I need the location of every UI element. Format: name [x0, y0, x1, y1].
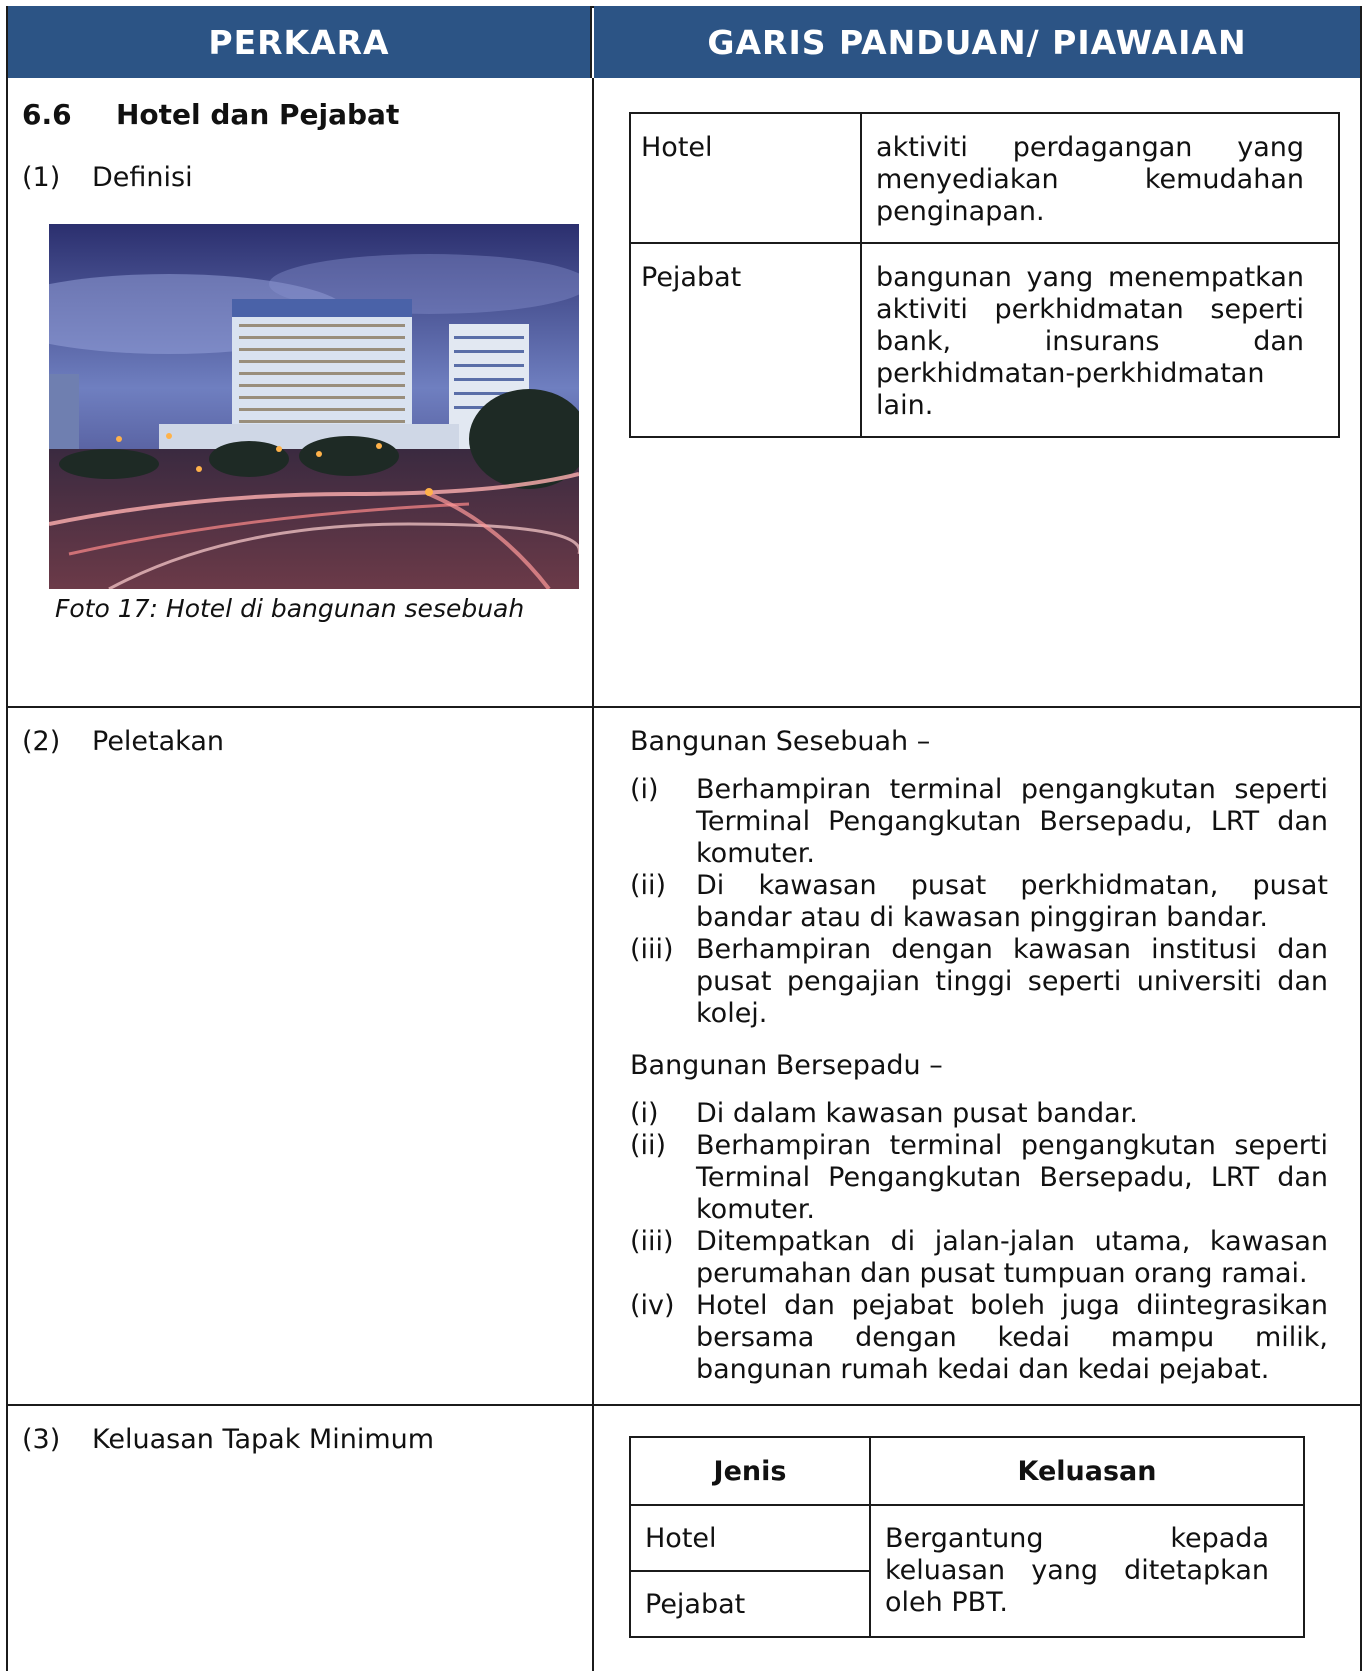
hotel-photo — [49, 224, 579, 589]
definition-term: Pejabat — [630, 243, 861, 437]
list-item — [630, 774, 1328, 870]
item-number: (3) — [22, 1424, 61, 1455]
list-item-number: (i) — [630, 1098, 659, 1129]
list-item-number: (ii) — [630, 870, 667, 901]
header-perkara: PERKARA — [8, 6, 592, 78]
list-item — [630, 1098, 1328, 1130]
area-type-cell: Pejabat — [630, 1571, 870, 1637]
definition-desc: aktiviti perdagangan yang menyediakan kemudahan penginapan. — [861, 113, 1339, 243]
list-item-text: Di dalam kawasan pusat bandar. — [696, 1098, 1138, 1129]
placement-list-bersepadu — [630, 1098, 1328, 1386]
placement-list-sesebuah — [630, 774, 1328, 1030]
list-item — [630, 1290, 1328, 1386]
list-item-text: Berhampiran dengan kawasan institusi dan pusat pengajian tinggi seperti universiti dan kolej. — [696, 934, 1328, 1029]
list-item-number: (iv) — [630, 1290, 675, 1321]
list-item-text: Berhampiran terminal pengangkutan seperti Terminal Pengangkutan Bersepadu, LRT dan komuter. — [696, 774, 1328, 869]
column-header-jenis: Jenis — [630, 1437, 870, 1505]
row-divider-1 — [6, 706, 1362, 708]
list-item-text: Di kawasan pusat perkhidmatan, pusat bandar atau di kawasan pinggiran bandar. — [696, 870, 1328, 933]
section-title: Hotel dan Pejabat — [116, 98, 400, 131]
area-table — [629, 1436, 1305, 1638]
header-garis-panduan: GARIS PANDUAN/ PIAWAIAN — [594, 6, 1360, 78]
table-header-row — [630, 1437, 1304, 1505]
item-label-peletakan: Peletakan — [92, 726, 224, 757]
list-item — [630, 1130, 1328, 1226]
list-item-text: Ditempatkan di jalan-jalan utama, kawasan perumahan dan pusat tumpuan orang ramai. — [696, 1226, 1328, 1289]
list-item — [630, 870, 1328, 934]
list-item-number: (ii) — [630, 1130, 667, 1161]
placement-heading-bersepadu: Bangunan Bersepadu – — [630, 1050, 943, 1081]
row-divider-2 — [6, 1404, 1362, 1406]
item-number: (1) — [22, 162, 61, 193]
list-item-text: Berhampiran terminal pengangkutan seperti Terminal Pengangkutan Bersepadu, LRT dan komuter. — [696, 1130, 1328, 1225]
list-item-number: (iii) — [630, 1226, 674, 1257]
list-item-text: Hotel dan pejabat boleh juga diintegrasikan bersama dengan kedai mampu milik, bangunan rumah kedai dan kedai pejabat. — [696, 1290, 1328, 1385]
list-item-number: (iii) — [630, 934, 674, 965]
list-item — [630, 1226, 1328, 1290]
item-number: (2) — [22, 726, 61, 757]
list-item — [630, 934, 1328, 1030]
column-header-keluasan: Keluasan — [870, 1437, 1304, 1505]
placement-heading-sesebuah: Bangunan Sesebuah – — [630, 726, 931, 757]
definition-table — [629, 112, 1340, 438]
section-number: 6.6 — [22, 98, 72, 131]
column-divider — [592, 78, 594, 1671]
area-value-cell: Bergantung kepada keluasan yang ditetapkan oleh PBT. — [870, 1505, 1304, 1637]
table-row — [630, 113, 1339, 243]
photo-caption: Foto 17: Hotel di bangunan sesebuah — [55, 594, 525, 623]
item-label-keluasan-tapak: Keluasan Tapak Minimum — [92, 1424, 435, 1455]
area-type-cell: Hotel — [630, 1505, 870, 1571]
table-row — [630, 1505, 1304, 1571]
item-label-definisi: Definisi — [92, 162, 193, 193]
definition-desc: bangunan yang menempatkan aktiviti perkhidmatan seperti bank, insurans dan perkhidmatan-perkhidmatan lain. — [861, 243, 1339, 437]
table-row — [630, 243, 1339, 437]
list-item-number: (i) — [630, 774, 659, 805]
definition-term: Hotel — [630, 113, 861, 243]
